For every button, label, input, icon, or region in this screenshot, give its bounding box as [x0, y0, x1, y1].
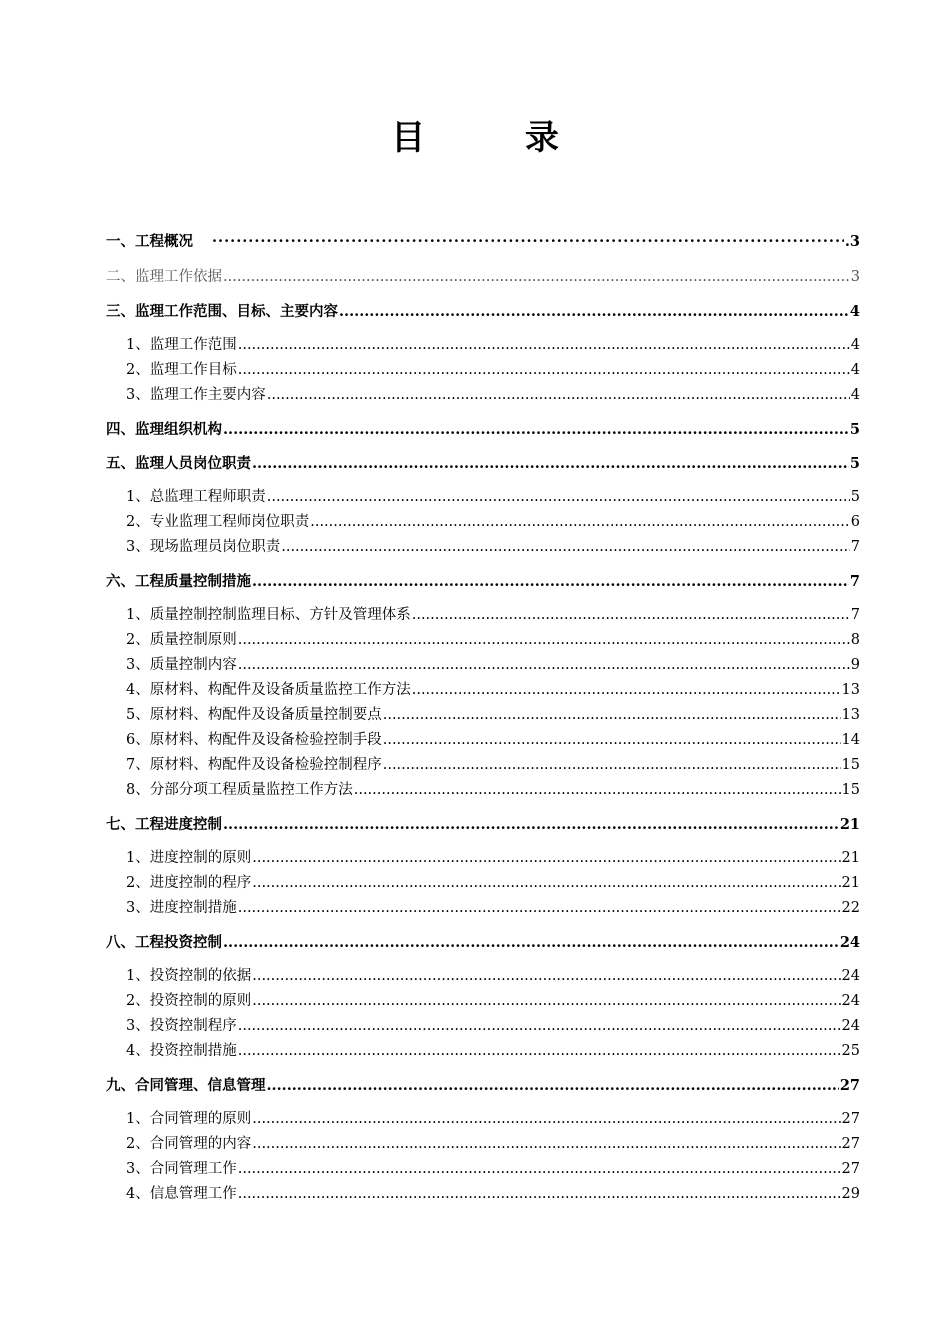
toc-label: 4、投资控制措施	[126, 1043, 237, 1059]
toc-leader	[310, 510, 850, 535]
toc-entry-6-7[interactable]	[106, 753, 860, 778]
toc-leader	[238, 333, 850, 358]
toc-leader	[412, 603, 850, 628]
toc-label: 2、质量控制原则	[126, 632, 237, 648]
toc-label: 6、原材料、构配件及设备检验控制手段	[126, 732, 382, 748]
toc-leader	[267, 383, 850, 408]
toc-label: 2、监理工作目标	[126, 362, 237, 378]
toc-leader	[238, 1039, 841, 1064]
toc-label: 1、合同管理的原则	[126, 1111, 252, 1127]
page-title: 目 录	[391, 118, 603, 158]
toc-page-number: 25	[841, 1043, 860, 1059]
toc-page-number: 27	[841, 1161, 860, 1177]
toc-page-number: 24	[841, 993, 860, 1009]
toc-label: 3、进度控制措施	[126, 900, 237, 916]
toc-leader	[223, 930, 839, 955]
toc-entry-3-3[interactable]	[106, 383, 860, 408]
toc-label: 六、工程质量控制措施	[106, 573, 251, 590]
toc-leader	[412, 678, 841, 703]
toc-leader	[383, 703, 841, 728]
toc-entry-4[interactable]	[106, 417, 860, 442]
toc-page-number: 27	[839, 1077, 860, 1094]
toc-label: 4、信息管理工作	[126, 1186, 237, 1202]
toc-label: 五、监理人员岗位职责	[106, 455, 251, 472]
toc-leader	[223, 417, 849, 442]
toc-leader	[194, 228, 844, 256]
toc-leader	[252, 1132, 840, 1157]
toc-page-number: 24	[841, 968, 860, 984]
toc-entry-3-1[interactable]	[106, 333, 860, 358]
toc-leader	[252, 989, 840, 1014]
toc-page-number: 5	[849, 421, 860, 438]
toc-leader	[223, 265, 850, 290]
toc-page-number: 15	[841, 757, 860, 773]
toc-leader	[267, 1073, 839, 1098]
toc-label: 八、工程投资控制	[106, 934, 222, 951]
toc-leader	[252, 569, 849, 594]
toc-entry-3[interactable]	[106, 299, 860, 324]
toc-page-number: 15	[841, 782, 860, 798]
toc-page-number: 3	[850, 269, 860, 285]
toc-page-number: 4	[849, 303, 860, 320]
toc-entry-9[interactable]	[106, 1073, 860, 1098]
toc-page-number: 9	[850, 657, 860, 673]
toc-entry-8-2[interactable]	[106, 989, 860, 1014]
toc-page-number: 24	[841, 1018, 860, 1034]
toc-leader	[223, 812, 839, 837]
toc-page-number: 7	[850, 607, 860, 623]
toc-leader	[238, 1182, 841, 1207]
toc-leader	[281, 535, 850, 560]
toc-entry-2[interactable]	[106, 265, 860, 290]
toc-label: 2、进度控制的程序	[126, 875, 252, 891]
toc-leader	[339, 299, 849, 324]
toc-page-number: .3	[844, 233, 860, 250]
toc-entry-5-3[interactable]	[106, 535, 860, 560]
table-of-contents	[106, 228, 860, 1207]
toc-entry-5-1[interactable]	[106, 485, 860, 510]
toc-page-number: 7	[850, 539, 860, 555]
toc-label: 九、合同管理、信息管理	[106, 1077, 266, 1094]
toc-entry-6-1[interactable]	[106, 603, 860, 628]
toc-page-number: 14	[841, 732, 860, 748]
toc-page-number: 21	[839, 816, 860, 833]
toc-leader	[238, 1157, 841, 1182]
toc-page-number: 13	[841, 707, 860, 723]
toc-label: 三、监理工作范围、目标、主要内容	[106, 303, 338, 320]
toc-entry-3-2[interactable]	[106, 358, 860, 383]
toc-label: 3、投资控制程序	[126, 1018, 237, 1034]
toc-leader	[267, 485, 850, 510]
toc-entry-6-2[interactable]	[106, 628, 860, 653]
toc-label: 七、工程进度控制	[106, 816, 222, 833]
toc-label: 1、投资控制的依据	[126, 968, 252, 984]
toc-leader	[238, 628, 850, 653]
toc-entry-9-1[interactable]	[106, 1107, 860, 1132]
toc-label: 1、监理工作范围	[126, 337, 237, 353]
toc-entry-7-2[interactable]	[106, 871, 860, 896]
toc-page-number: 4	[850, 387, 860, 403]
toc-label: 4、原材料、构配件及设备质量监控工作方法	[126, 682, 411, 698]
toc-entry-7-3[interactable]	[106, 896, 860, 921]
toc-entry-8[interactable]	[106, 930, 860, 955]
toc-label: 1、质量控制控制监理目标、方针及管理体系	[126, 607, 411, 623]
toc-page-number: 29	[841, 1186, 860, 1202]
toc-leader	[383, 753, 841, 778]
toc-page-number: 4	[850, 337, 860, 353]
toc-entry-6[interactable]	[106, 569, 860, 594]
toc-leader	[238, 653, 850, 678]
toc-label: 二、监理工作依据	[106, 269, 222, 285]
toc-entry-9-2[interactable]	[106, 1132, 860, 1157]
toc-leader	[238, 1014, 841, 1039]
toc-label: 5、原材料、构配件及设备质量控制要点	[126, 707, 382, 723]
toc-leader	[252, 964, 840, 989]
toc-label: 3、现场监理员岗位职责	[126, 539, 281, 555]
toc-label: 3、合同管理工作	[126, 1161, 237, 1177]
toc-page-number: 22	[841, 900, 860, 916]
toc-entry-6-4[interactable]	[106, 678, 860, 703]
toc-entry-8-4[interactable]	[106, 1039, 860, 1064]
toc-page-number: 5	[850, 489, 860, 505]
toc-page-number: 13	[841, 682, 860, 698]
toc-page-number: 8	[850, 632, 860, 648]
toc-page-number: 27	[841, 1136, 860, 1152]
toc-entry-1[interactable]	[106, 228, 860, 256]
toc-entry-6-5[interactable]	[106, 703, 860, 728]
toc-page-number: 5	[849, 455, 860, 472]
toc-leader	[252, 871, 840, 896]
toc-label: 1、总监理工程师职责	[126, 489, 266, 505]
toc-page-number: 7	[849, 573, 860, 590]
toc-label: 2、专业监理工程师岗位职责	[126, 514, 310, 530]
toc-entry-8-1[interactable]	[106, 964, 860, 989]
toc-entry-6-8[interactable]	[106, 778, 860, 803]
toc-entry-6-3[interactable]	[106, 653, 860, 678]
toc-label: 3、监理工作主要内容	[126, 387, 266, 403]
toc-label: 7、原材料、构配件及设备检验控制程序	[126, 757, 382, 773]
toc-leader	[252, 846, 840, 871]
toc-entry-9-4[interactable]	[106, 1182, 860, 1207]
toc-label: 一、工程概况	[106, 233, 193, 250]
toc-entry-6-6[interactable]	[106, 728, 860, 753]
toc-page-number: 21	[841, 875, 860, 891]
toc-leader	[238, 358, 850, 383]
toc-entry-9-3[interactable]	[106, 1157, 860, 1182]
toc-page-number: 4	[850, 362, 860, 378]
toc-leader	[252, 1107, 840, 1132]
toc-leader	[238, 896, 841, 921]
toc-entry-5[interactable]	[106, 451, 860, 476]
toc-entry-5-2[interactable]	[106, 510, 860, 535]
toc-entry-7[interactable]	[106, 812, 860, 837]
toc-label: 3、质量控制内容	[126, 657, 237, 673]
toc-label: 2、投资控制的原则	[126, 993, 252, 1009]
toc-page-number: 27	[841, 1111, 860, 1127]
toc-page-number: 6	[850, 514, 860, 530]
toc-label: 2、合同管理的内容	[126, 1136, 252, 1152]
toc-leader	[383, 728, 841, 753]
toc-entry-8-3[interactable]	[106, 1014, 860, 1039]
toc-leader	[252, 451, 849, 476]
toc-label: 8、分部分项工程质量监控工作方法	[126, 782, 353, 798]
toc-page-number: 21	[841, 850, 860, 866]
toc-label: 1、进度控制的原则	[126, 850, 252, 866]
toc-leader	[354, 778, 841, 803]
toc-entry-7-1[interactable]	[106, 846, 860, 871]
toc-label: 四、监理组织机构	[106, 421, 222, 438]
toc-page-number: 24	[839, 934, 860, 951]
